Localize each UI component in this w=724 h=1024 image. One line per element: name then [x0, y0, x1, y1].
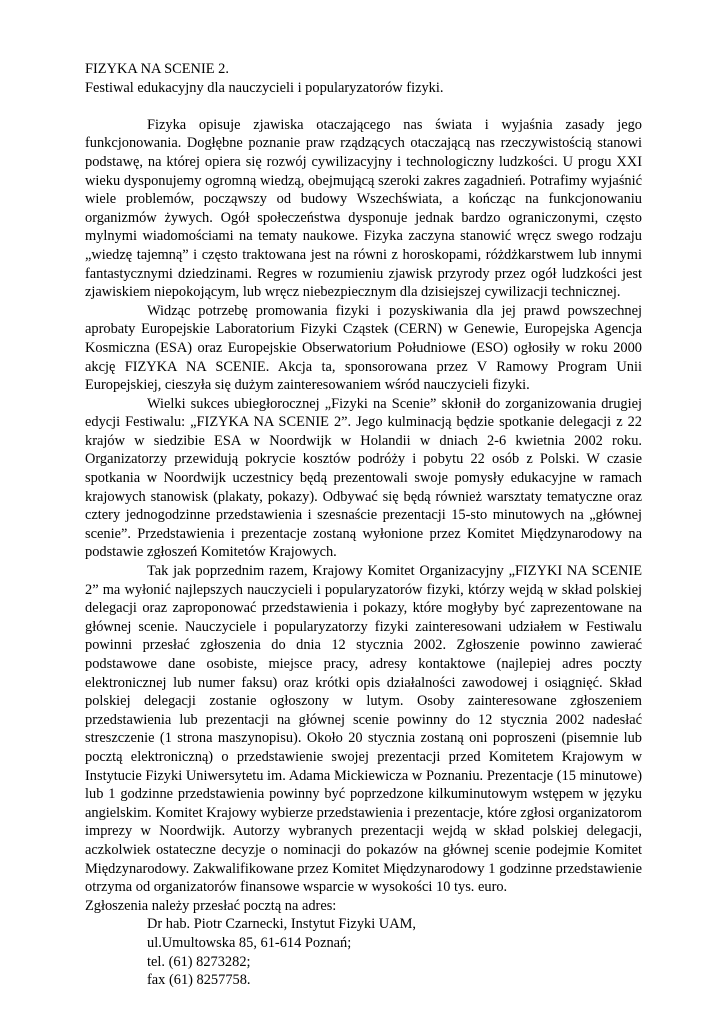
- paragraph-festival: Wielki sukces ubiegłorocznej „Fizyki na Scenie” skłonił do zorganizowania drugiej edycji Festiwalu: „FIZYKA NA SCENIE 2”. Jego kulminacją będzie spotkanie delegacji z 22 krajów w siedzibie ESA w Noordwijk w Holandii w dniach 2-6 kwietnia 2002 roku. Organizatorzy przewidują pokrycie kosztów podróży i pobytu 22 osób z Polski. W czasie spotkania w Noordwijk uczestnicy będą prezentowali swoje pomysły edukacyjne w ramach krajowych stanowisk (plakaty, pokazy). Odbywać się będą również warsztaty tematyczne oraz cztery jednogodzinne przedstawienia i szesnaście prezentacji 15-sto minutowych na „głównej scenie”. Przedstawienia i prezentacje zostaną wyłonione przez Komitet Międzynarodowy na podstawie zgłoszeń Komitetów Krajowych.: [85, 395, 642, 561]
- paragraph-intro: Fizyka opisuje zjawiska otaczającego nas świata i wyjaśnia zasady jego funkcjonowania. Dogłębne poznanie praw rządzących otaczającą nas rzeczywistością stanowi podstawę, na której opiera się rozwój cywilizacyjny i technologiczny ludzkości. U progu XXI wieku dysponujemy ogromną wiedzą, obejmującą szeroki zakres zagadnień. Potrafimy wyjaśnić wiele problemów, począwszy od budowy Wszechświata, a kończąc na funkcjonowaniu organizmów żywych. Ogół społeczeństwa dysponuje jednak bardzo ograniczonymi, często mylnymi wiadomościami na tematy naukowe. Fizyka zaczyna stanowić wręcz swego rodzaju „wiedzę tajemną” i często traktowana jest na równi z horoskopami, różdżkarstwem lub innymi fantastycznymi dziedzinami. Regres w rozumieniu zjawisk przyrody przez ogół ludzkości jest zjawiskiem niepokojącym, lub wręcz niebezpiecznym dla dzisiejszej cywilizacji technicznej.: [85, 116, 642, 301]
- paragraph-history: Widząc potrzebę promowania fizyki i pozyskiwania dla jej prawd powszechnej aprobaty Europejskie Laboratorium Fizyki Cząstek (CERN) w Genewie, Europejska Agencja Kosmiczna (ESA) oraz Europejskie Obserwatorium Południowe (ESO) ogłosiły w roku 2000 akcję FIZYKA NA SCENIE. Akcja ta, sponsorowana przez V Ramowy Program Unii Europejskiej, cieszyła się dużym zainteresowaniem wśród nauczycieli fizyki.: [85, 302, 642, 394]
- document-subtitle: Festiwal edukacyjny dla nauczycieli i popularyzatorów fizyki.: [85, 79, 444, 96]
- document-title: FIZYKA NA SCENIE 2.: [85, 61, 229, 77]
- paragraph-application: Tak jak poprzednim razem, Krajowy Komitet Organizacyjny „FIZYKI NA SCENIE 2” ma wyłonić najlepszych nauczycieli i popularyzatorów fizyki, którzy wejdą w skład polskiej delegacji oraz zaproponować przedstawienia i pokazy, które mogłyby być zaprezentowane na głównej scenie. Nauczyciele i popularyzatorzy fizyki zainteresowani udziałem w Festiwalu powinni przesłać zgłoszenia do dnia 12 stycznia 2002. Zgłoszenie powinno zawierać podstawowe dane osobiste, miejsce pracy, adresy kontaktowe (najlepiej adres poczty elektronicznej lub numer faksu) oraz krótki opis działalności zawodowej i osiągnięć. Skład polskiej delegacji zostanie ogłoszony w lutym. Osoby zainteresowane zgłoszeniem przedstawienia lub prezentacji na głównej scenie powinny do 12 stycznia 2002 nadesłać streszczenie (1 strona maszynopisu). Około 20 stycznia zostaną oni poproszeni (pisemnie lub pocztą elektroniczną) o przedstawienie swojej prezentacji przed Komitetem Krajowym w Instytucie Fizyki Uniwersytetu im. Adama Mickiewicza w Poznaniu. Prezentacje (15 minutowe) lub 1 godzinne przedstawienia powinny być poprzedzone kilkuminutowym wstępem w języku angielskim. Komitet Krajowy wybierze przedstawienia i prezentacje, które zgłosi organizatorom imprezy w Noordwijk. Autorzy wybranych prezentacji wejdą w skład polskiej delegacji, aczkolwiek ostateczne decyzje o nominacji do pokazów na głównej scenie podejmie Komitet Międzynarodowy. Zakwalifikowane przez Komitet Międzynarodowy 1 godzinne przedstawienie otrzyma od organizatorów finansowe wsparcie w wysokości 10 tys. euro.: [85, 563, 642, 896]
- submission-intro: Zgłoszenia należy przesłać pocztą na adres:: [85, 897, 337, 914]
- address-street: ul.Umultowska 85, 61-614 Poznań;: [147, 934, 352, 951]
- contact-address: [85, 915, 642, 989]
- document-page: [85, 60, 642, 990]
- address-name: Dr hab. Piotr Czarnecki, Instytut Fizyki UAM,: [147, 916, 416, 933]
- address-fax: fax (61) 8257758.: [147, 972, 251, 989]
- address-phone: tel. (61) 8273282;: [147, 953, 251, 970]
- blank-line: [85, 97, 642, 116]
